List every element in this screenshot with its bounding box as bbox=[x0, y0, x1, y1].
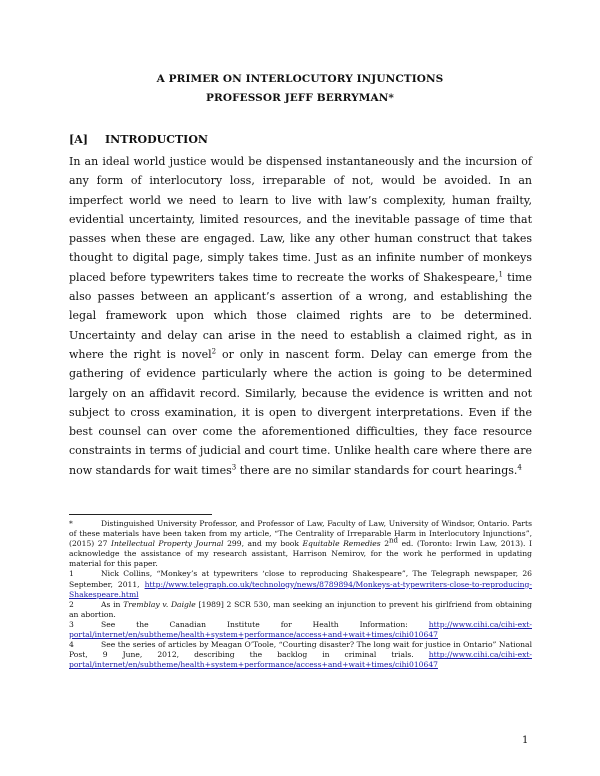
footnote-mark: 3 bbox=[69, 619, 74, 629]
body-paragraph bbox=[69, 152, 532, 480]
section-heading bbox=[69, 133, 208, 146]
footnote-mark: 4 bbox=[69, 640, 74, 650]
footnote-3: 3 See the Canadian Institute for Health Information: http://www.cihi.ca/cihi-ext-portal/internet/en/subtheme/health+system+performance/access+and+wait+times/cihi010647 bbox=[69, 619, 532, 640]
paper-title: A PRIMER ON INTERLOCUTORY INJUNCTIONS bbox=[156, 73, 444, 85]
footnote-4: 4 See the series of articles by Meagan O’Toole, “Courting disaster? The long wait for justice in Ontario” National Post, 9 June, 2012, describing the backlog in criminal trials. http://www.cihi.ca/cihi-ext-portal/internet/en/subtheme/health+system+performance/access+and+wait+times/cihi010647 bbox=[69, 640, 532, 670]
footnote-mark: * bbox=[69, 519, 73, 528]
footnote-link[interactable]: http://www.cihi.ca/cihi-ext-portal/internet/en/subtheme/health+system+performance/access+and+wait+times/cihi010647 bbox=[69, 619, 532, 640]
author-line: PROFESSOR JEFF BERRYMAN* bbox=[206, 92, 394, 104]
footnote-ref[interactable]: 2 bbox=[211, 347, 217, 356]
footnote-separator bbox=[69, 514, 212, 515]
footnote-ref[interactable]: 1 bbox=[498, 270, 503, 279]
paragraph-text: or only in nascent form. Delay can emerge from the gathering of evidence particularly where the action is going to be determined largely on an affidavit record. Similarly, because the evidence is written and not subject to cross examination, it is open to divergent interpretations. Even if the best counsel can over come the aforementioned difficulties, they face resource constraints in terms of judicial and court time. Unlike health care where there are now standards for wait times bbox=[69, 347, 533, 477]
footnote-1: 1 Nick Collins, “Monkey’s at typewriters ‘close to reproducing Shakespeare”, The Telegraph newspaper, 26 September, 2011, http://www.telegraph.co.uk/technology/news/8789894/Monkeys-at-typewriters-close-to-reproducing-Shakespeare.html bbox=[69, 569, 532, 599]
footnote-ref[interactable]: 4 bbox=[517, 463, 522, 472]
footnote-star: * Distinguished University Professor, and Professor of Law, Faculty of Law, University of Windsor, Ontario. Parts of these materials have been taken from my article, “The Centrality of Irreparable Harm in Interlocutory Injunctions”, (2015) 27 Intellectual Property Journal 299, and my book Equitable Remedies 2nd ed. (Toronto: Irwin Law, 2013). I acknowledge the assistance of my research assistant, Harrison Nemirov, for the work he performed in updating material for this paper. bbox=[69, 519, 532, 569]
paragraph-text: time also passes between an applicant’s assertion of a wrong, and establishing the legal framework upon which those claimed rights are to be determined. Uncertainty and delay can arise in the need to establish a claimed right, as in where the right is novel bbox=[69, 270, 532, 361]
paragraph-text: there are no similar standards for court hearings. bbox=[236, 463, 518, 477]
footnote-mark: 1 bbox=[69, 569, 74, 579]
section-number: [A] bbox=[69, 133, 88, 146]
footnotes bbox=[69, 519, 532, 670]
footnote-link[interactable]: http://www.telegraph.co.uk/technology/news/8789894/Monkeys-at-typewriters-close-to-reproducing-Shakespeare.html bbox=[69, 579, 532, 599]
footnote-link[interactable]: http://www.cihi.ca/cihi-ext-portal/internet/en/subtheme/health+system+performance/access+and+wait+times/cihi010647 bbox=[69, 650, 532, 670]
footnote-ref[interactable]: 3 bbox=[231, 463, 237, 472]
footnote-2: 2 As in Tremblay v. Daigle [1989] 2 SCR 530, man seeking an injunction to prevent his girlfriend from obtaining an abortion. bbox=[69, 599, 532, 619]
footnote-mark: 2 bbox=[69, 599, 74, 609]
section-label: INTRODUCTION bbox=[105, 133, 208, 146]
paragraph-text: In an ideal world justice would be dispensed instantaneously and the incursion of any form of interlocutory loss, irreparable of not, would be avoided. In an imperfect world we need to learn to live with law’s complexity, human frailty, evidential uncertainty, limited resources, and the inevitable passage of time that passes when these are engaged. Law, like any other human construct that takes thought to digital page, simply takes time. Just as an infinite number of monkeys placed before typewriters takes time to recreate the works of Shakespeare, bbox=[69, 155, 532, 284]
page-number: 1 bbox=[522, 735, 529, 746]
